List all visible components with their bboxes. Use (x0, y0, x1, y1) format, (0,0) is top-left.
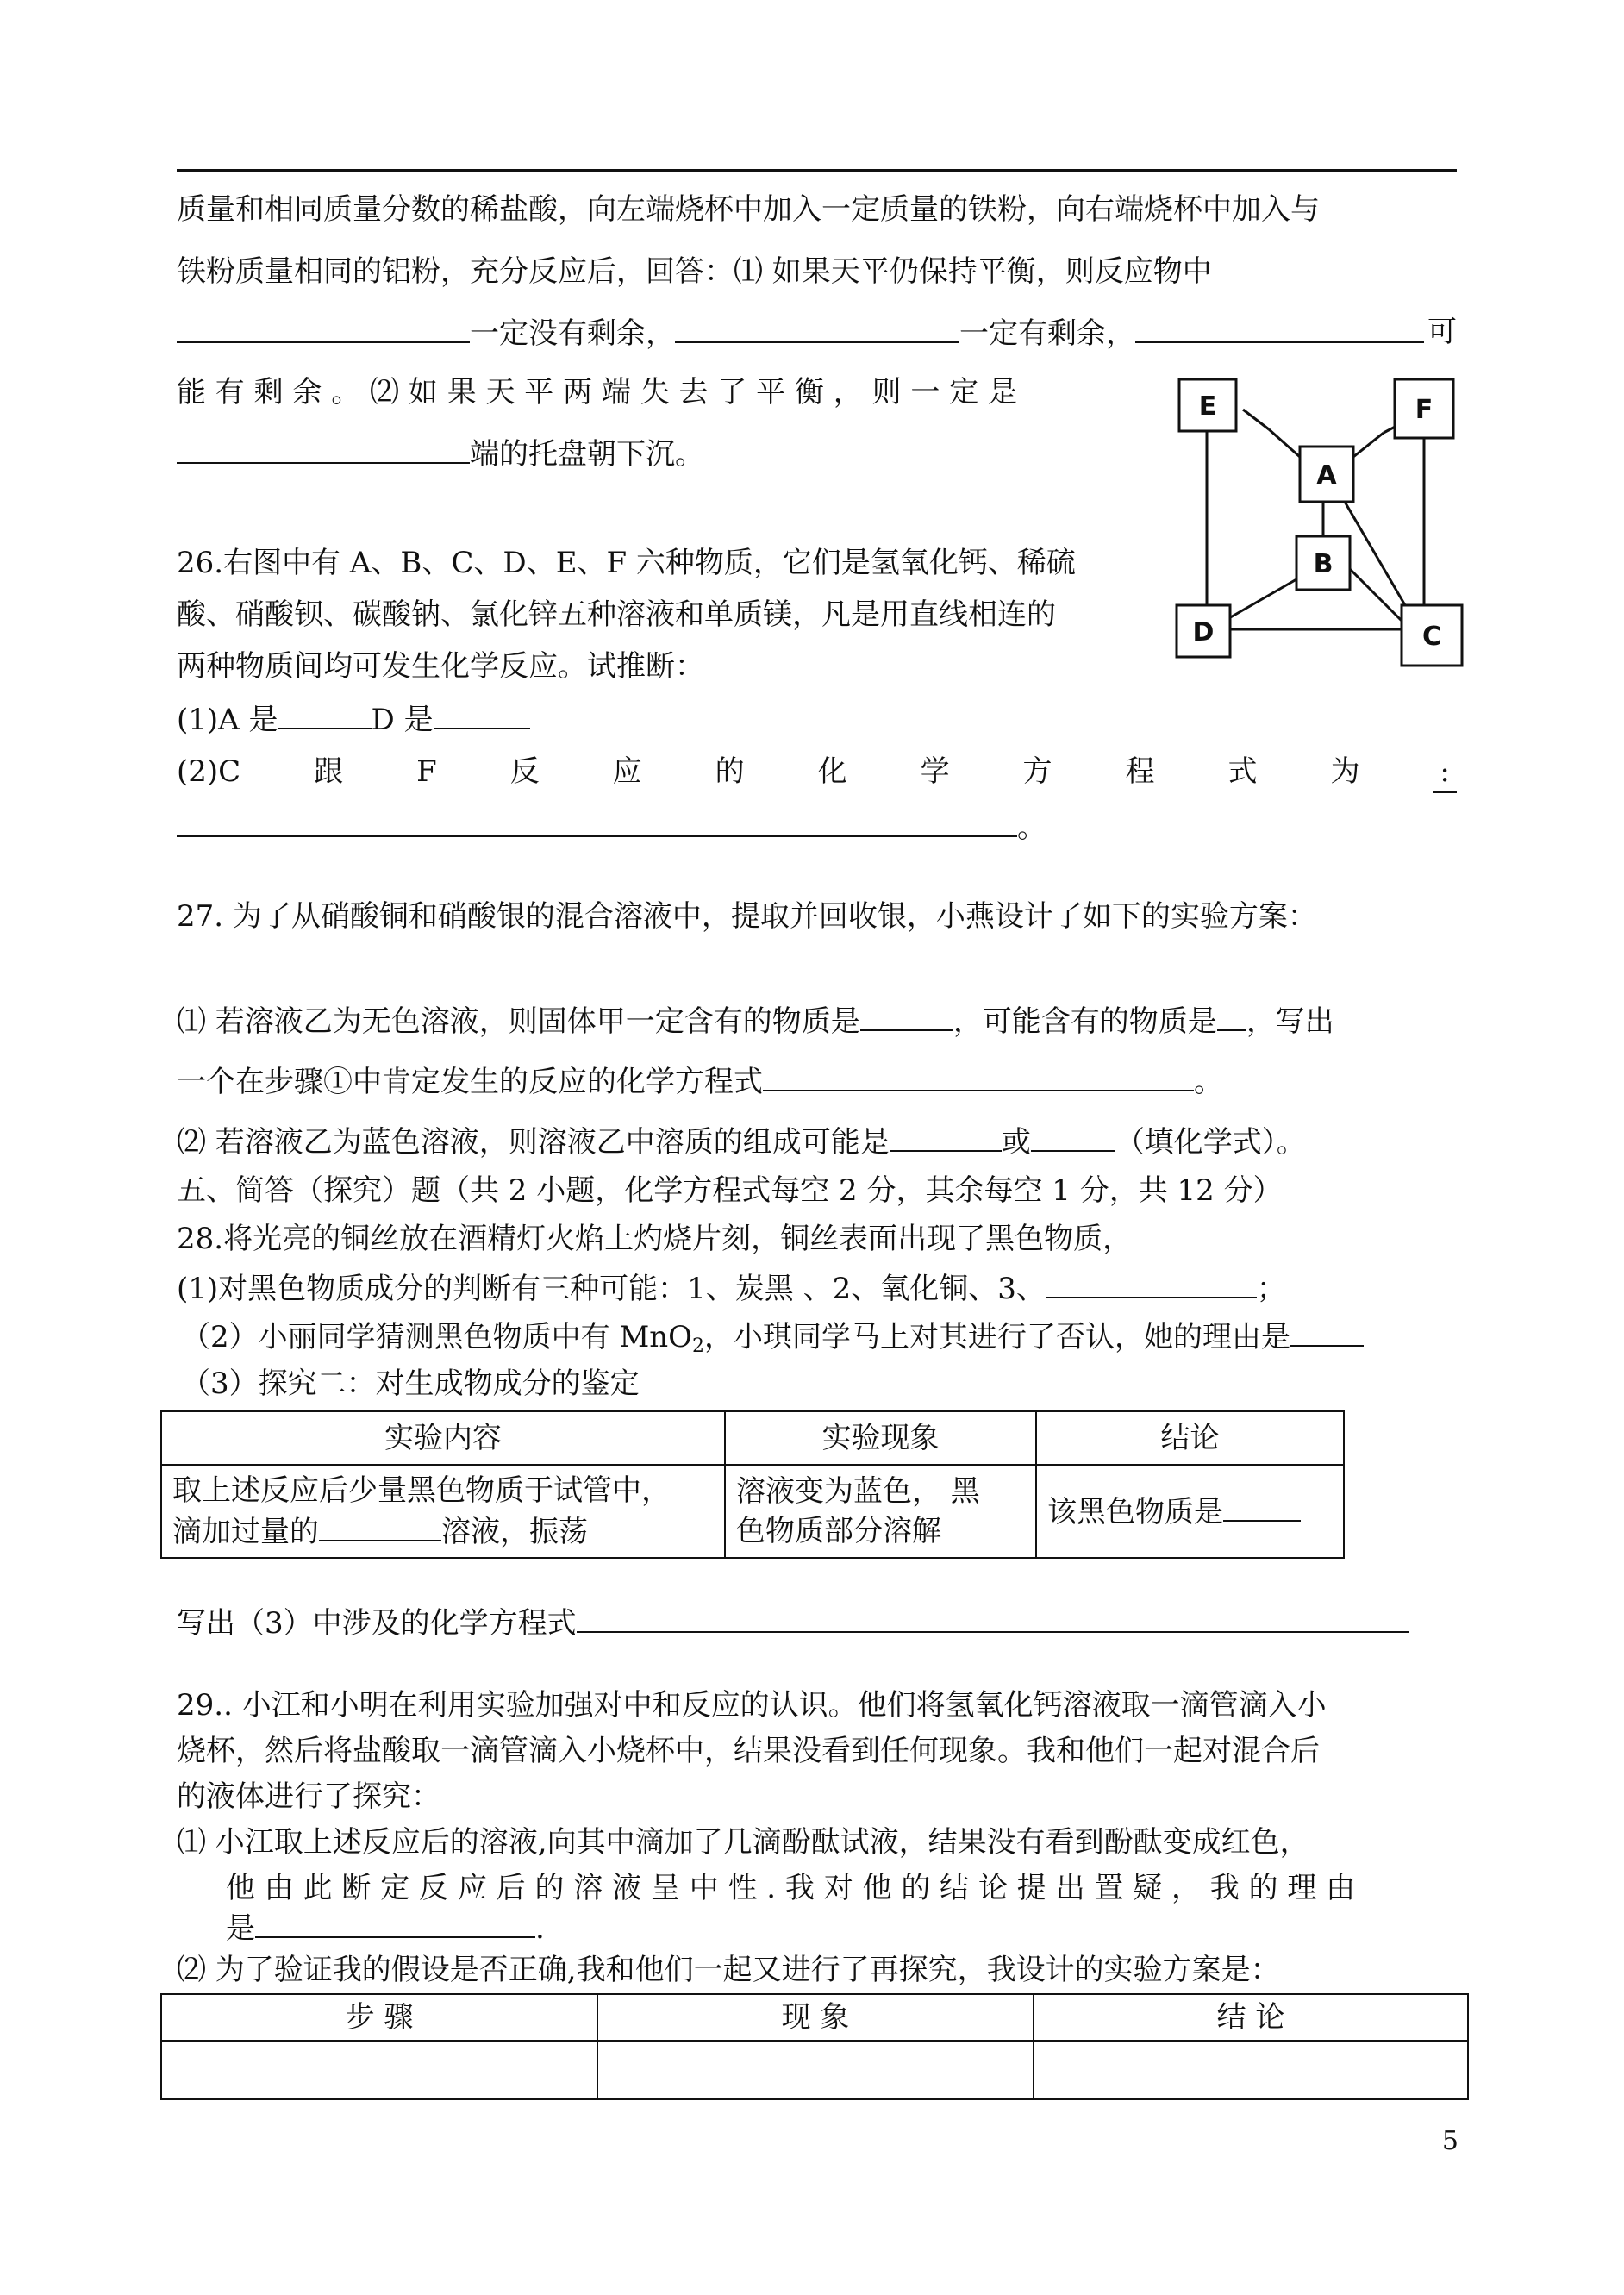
q27-p1-a: ⑴ 若溶液乙为无色溶液，则固体甲一定含有的物质是 (177, 1004, 860, 1039)
q26-word: 为 (1330, 754, 1360, 789)
cell-line: 色物质部分溶解 (736, 1514, 941, 1548)
answer-blank[interactable] (278, 698, 372, 729)
q29-p1-l1: ⑴ 小江取上述反应后的溶液,向其中滴加了几滴酚酞试液，结果没有看到酚酞变成红色， (177, 1825, 1309, 1860)
reaction-diagram (1172, 371, 1470, 672)
q25-text-c: 可 (1427, 315, 1457, 349)
answer-blank[interactable] (1031, 1121, 1115, 1152)
q25-line5 (177, 433, 704, 474)
q28-p1-end: ； (1256, 1272, 1286, 1306)
q25-line3-group (177, 312, 1424, 353)
q26-sub2-line2 (177, 806, 1046, 847)
table-header: 实验内容 (161, 1411, 725, 1465)
answer-blank[interactable] (255, 1907, 535, 1938)
q26-word: 学 (920, 754, 950, 789)
table-header: 现 象 (597, 1994, 1034, 2041)
node-a: A (1316, 460, 1337, 491)
q28-p2-b: ，小琪同学马上对其进行了否认，她的理由是 (704, 1320, 1291, 1354)
answer-blank[interactable] (675, 312, 959, 343)
q26-sub1-b: D 是 (371, 703, 434, 737)
q29-line1: 29.. 小江和小明在利用实验加强对中和反应的认识。他们将氢氧化钙溶液取一滴管滴入小 (177, 1688, 1327, 1723)
node-c: C (1421, 622, 1442, 652)
table-cell[interactable] (1034, 2041, 1468, 2099)
table-header: 步 骤 (161, 1994, 597, 2041)
subscript-2: 2 (692, 1335, 705, 1357)
q25-text-b: 一定有剩余， (959, 316, 1135, 351)
page-number: 5 (1441, 2126, 1458, 2156)
q27-p1-line2-text: 一个在步骤①中肯定发生的反应的化学方程式 (177, 1065, 763, 1099)
q28-p2 (181, 1316, 1364, 1366)
q25-line3 (177, 312, 1457, 353)
answer-blank[interactable] (1135, 312, 1424, 343)
q27-stem: 27. 为了从硝酸铜和硝酸银的混合溶液中，提取并回收银，小燕设计了如下的实验方案： (177, 899, 1317, 934)
header-rule (177, 169, 1457, 172)
answer-blank[interactable] (177, 433, 470, 464)
cell-line (172, 1510, 714, 1552)
q25-line4: 能 有 剩 余 。 ⑵ 如 果 天 平 两 端 失 去 了 平 衡 ， 则 一 定 是 (177, 375, 1017, 410)
q26-sub1-a: (1)A 是 (177, 703, 278, 737)
q29-p1-l3 (226, 1907, 545, 1948)
q26-word: 化 (817, 754, 847, 789)
q26-word: 方 (1022, 754, 1052, 789)
q26-word: 式 (1227, 754, 1258, 789)
q26-line1: 26.右图中有 A、B、C、D、E、F 六种物质，它们是氢氧化钙、稀硫 (177, 546, 1076, 580)
q25-text-a: 一定没有剩余， (470, 316, 675, 351)
q28-p3: （3）探究二：对生成物成分的鉴定 (181, 1366, 640, 1401)
q29-line2: 烧杯，然后将盐酸取一滴管滴入小烧杯中，结果没看到任何现象。我和他们一起对混合后 (177, 1734, 1320, 1768)
q29-p1-l3-text: 是 (226, 1911, 255, 1946)
q27-p1-line2 (177, 1060, 1223, 1102)
node-d: D (1192, 617, 1215, 647)
q27-p2-a: ⑵ 若溶液乙为蓝色溶液，则溶液乙中溶质的组成可能是 (177, 1125, 890, 1160)
q28-p1 (177, 1267, 1286, 1309)
q29-line3: 的液体进行了探究： (177, 1779, 440, 1814)
cell-text: 滴加过量的 (172, 1515, 319, 1549)
q25-line2: 铁粉质量相同的铝粉，充分反应后，回答：⑴ 如果天平仍保持平衡，则反应物中 (177, 254, 1212, 289)
q25-line5-text: 端的托盘朝下沉。 (470, 437, 704, 472)
cell-text: 该黑色物质是 (1047, 1495, 1223, 1529)
q26-word: 的 (715, 754, 745, 789)
table-cell[interactable] (161, 2041, 597, 2099)
node-f: F (1415, 395, 1433, 425)
cell-text: 溶液，振荡 (441, 1515, 588, 1549)
answer-blank[interactable] (1223, 1491, 1301, 1522)
q29-p2: ⑵ 为了验证我的假设是否正确,我和他们一起又进行了再探究，我设计的实验方案是： (177, 1953, 1280, 1987)
q27-p1 (177, 1000, 1334, 1041)
answer-blank[interactable] (434, 698, 530, 729)
q27-p2-c: （填化学式）。 (1115, 1125, 1306, 1160)
q28-p2-a: （2）小丽同学猜测黑色物质中有 MnO (181, 1320, 693, 1354)
q26-period: 。 (1017, 810, 1046, 845)
answer-blank[interactable] (177, 312, 470, 343)
table-cell (161, 1465, 725, 1558)
q26-word: 程 (1125, 754, 1155, 789)
table-header: 结 论 (1034, 1994, 1468, 2041)
q28-table (160, 1410, 1345, 1559)
answer-blank[interactable] (1046, 1267, 1257, 1298)
answer-blank[interactable] (577, 1602, 1409, 1633)
q26-line3: 两种物质间均可发生化学反应。试推断： (177, 649, 704, 684)
node-e: E (1198, 391, 1217, 422)
node-b: B (1313, 549, 1334, 579)
q26-word: 应 (612, 754, 642, 789)
q26-word: 跟 (314, 754, 344, 789)
section5-heading: 五、简答（探究）题（共 2 小题，化学方程式每空 2 分，其余每空 1 分，共 12 分） (177, 1173, 1283, 1208)
answer-blank[interactable] (763, 1060, 1194, 1091)
q25-line1: 质量和相同质量分数的稀盐酸，向左端烧杯中加入一定质量的铁粉，向右端烧杯中加入与 (177, 192, 1320, 227)
table-cell (1036, 1465, 1344, 1558)
answer-blank[interactable] (890, 1121, 1002, 1152)
q27-p1-c: ，写出 (1246, 1004, 1334, 1039)
q27-p2 (177, 1121, 1306, 1162)
table-header: 结论 (1036, 1411, 1344, 1465)
answer-blank[interactable] (319, 1510, 441, 1541)
q28-eq-text: 写出（3）中涉及的化学方程式 (177, 1606, 577, 1641)
q26-word: (2)C (177, 754, 241, 789)
cell-line: 溶液变为蓝色， 黑 (736, 1474, 980, 1509)
q29-p1-l3-end: . (535, 1911, 545, 1946)
q26-line2: 酸、硝酸钡、碳酸钠、氯化锌五种溶液和单质镁，凡是用直线相连的 (177, 597, 1056, 632)
q28-p1-text: (1)对黑色物质成分的判断有三种可能：1、炭黑 、2、氧化铜、3、 (177, 1272, 1046, 1306)
table-cell[interactable] (597, 2041, 1034, 2099)
q26-word: F (416, 754, 437, 789)
table-cell (725, 1465, 1036, 1558)
answer-blank[interactable] (177, 806, 1017, 837)
q29-p1-l2: 他 由 此 断 定 反 应 后 的 溶 液 呈 中 性 . 我 对 他 的 结 论 提 出 置 疑 ， 我 的 理 由 (226, 1871, 1356, 1905)
q27-p1-end: 。 (1194, 1065, 1223, 1099)
q26-sub1 (177, 698, 530, 740)
q28-stem: 28.将光亮的铜丝放在酒精灯火焰上灼烧片刻，铜丝表面出现了黑色物质， (177, 1222, 1133, 1256)
q26-word: 反 (509, 754, 540, 789)
answer-blank[interactable] (860, 1000, 953, 1031)
q28-eq (177, 1602, 1409, 1643)
q29-table (160, 1993, 1469, 2100)
q27-p2-b: 或 (1001, 1125, 1031, 1160)
cell-line: 取上述反应后少量黑色物质于试管中， (172, 1473, 671, 1508)
q26-colon: : (1433, 752, 1456, 793)
answer-blank[interactable] (1217, 1000, 1246, 1031)
q27-p1-b: ，可能含有的物质是 (953, 1004, 1217, 1039)
q26-sub2 (177, 752, 1457, 793)
answer-blank[interactable] (1290, 1316, 1364, 1347)
table-header: 实验现象 (725, 1411, 1036, 1465)
